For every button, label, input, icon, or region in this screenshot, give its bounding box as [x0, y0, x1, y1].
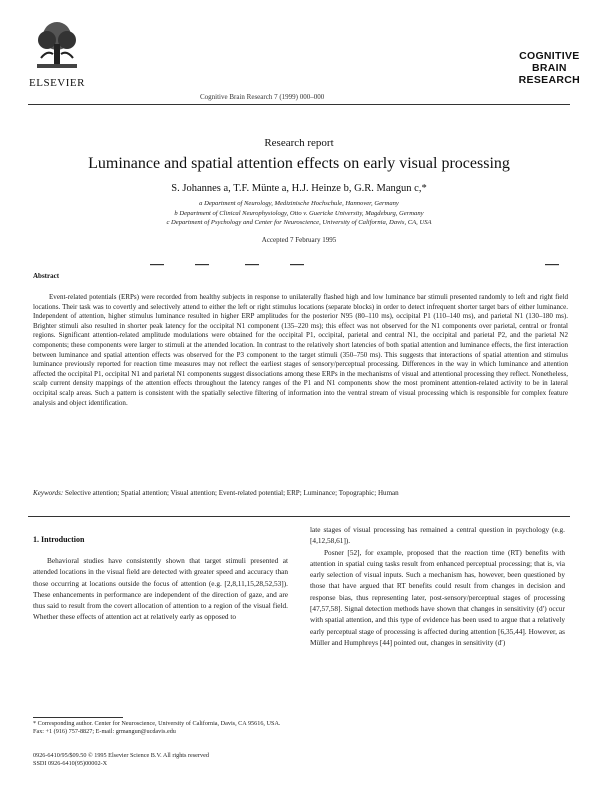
accepted-date: Accepted 7 February 1995 — [261, 236, 337, 244]
separator-dashes — [150, 263, 580, 267]
affiliation: c Department of Psychology and Center for Neuroscience, University of California, Davis, CA, USA — [166, 219, 432, 226]
publisher-name: ELSEVIER — [29, 77, 85, 89]
body-paragraph: Behavioral studies have consistently shown that target stimuli presented at attended locations in the visual field are detected with greater speed and accuracy than those occurring at locations outside the focus of attention (e.g. [2,8,11,15,28,52,53]). These enhancements in performance are independent of the direction of gaze, and are thus said to result from the covert allocation of attention to a region of the visual field. Whether these effects of attention act at relatively early as opposed to — [33, 556, 288, 622]
elsevier-tree-icon — [31, 18, 83, 70]
keywords-text: Selective attention; Spatial attention; Visual attention; Event-related potential; ERP; Luminance; Topographic; Human — [65, 489, 399, 497]
footnote-rule — [33, 717, 123, 718]
affiliation: b Department of Clinical Neurophysiology, Otto v. Guericke University, Magdeburg, Germany — [174, 209, 424, 217]
keywords — [33, 489, 568, 499]
journal-citation: Cognitive Brain Research 7 (1999) 000–000 — [200, 93, 325, 101]
brand-line: BRAIN — [531, 62, 567, 74]
abstract-rule — [28, 516, 570, 517]
journal-brand — [519, 50, 580, 86]
doi-line: SSDI 0926-6410(95)00002-X — [33, 760, 108, 768]
brand-line: COGNITIVE — [519, 50, 580, 62]
body-paragraph: Posner [52], for example, proposed that the reaction time (RT) benefits with attention in spatial cuing tasks result from enhanced perceptual processing; that is, via early selection of visual inputs. Such a mechanism has, however, been questioned by those that have argued that RT benefits could result from changes in decision and response bias, thus representing later, post-sensory/perceptual stages of processing [47,57,58]. Signal detection methods have shown that changes in sensitivity (d′) occur with spatial attention, and this type of evidence has been used to argue that a relatively early perceptual stage of processing is affected during attention [6,35,44]. However, as Müller and Humphreys [44] pointed out, changes in sensitivity (d′) — [310, 547, 565, 647]
right-column — [310, 524, 565, 648]
article-title: Luminance and spatial attention effects on early visual processing — [88, 155, 510, 172]
brand-line: RESEARCH — [518, 74, 580, 86]
header-rule — [28, 104, 570, 105]
corresponding-author-footnote: * Corresponding author. Center for Neuroscience, University of California, Davis, CA 95616, USA. Fax: +1 (916) 757-8827; E-mail: grmangun@ucdavis.edu — [33, 720, 281, 736]
copyright-line: 0926-6410/95/$09.50 © 1995 Elsevier Science B.V. All rights reserved — [33, 752, 209, 759]
affiliations — [50, 199, 548, 228]
author-list: S. Johannes a, T.F. Münte a, H.J. Heinze b, G.R. Mangun c,* — [171, 183, 427, 194]
section-heading: 1. Introduction — [33, 535, 85, 544]
body-paragraph: late stages of visual processing has remained a central question in psychology (e.g. [4,12,58,61]). — [310, 525, 565, 546]
abstract-text: Event-related potentials (ERPs) were recorded from healthy subjects in response to unilaterally flashed high and low luminance bar stimuli presented randomly to left and right field locations. Their task was to covertly and selectively attend to either the left or right stimulus locations (separate blocks) in order to detect infrequent shorter target bars of either luminance. Independent of attention, higher stimulus luminance resulted in higher ERP amplitudes for the posterior N95 (80–110 ms), occipital P1 (110–140 ms), and parietal N1 (130–180 ms). Brighter stimuli also resulted in shorter peak latency for the occipital N1 component (135–220 ms); this effect was not observed for the N1 components over parietal, central or frontal regions. Significant attention-related amplitude modulations were obtained for the occipital P1, occipital, parietal and central N1, the occipital and parietal P2, and the parietal N2 components; these components were larger to stimuli at the attended location. In contrast to the relatively short latencies of both spatial attention and luminance effects, the first interaction between luminance and spatial attention effects was observed for the P3 component to the target stimuli (350–750 ms). This suggests that interactions of spatial attention and stimulus luminance previously reported for reaction time measures may not reflect the earliest stages of sensory/perceptual processing. Differences in the way in which luminance and attention affected the occipital P1, occipital N1 and parietal N1 components suggest dissociations among these ERPs in the mechanisms of visual and attentional processing they reflect. Nonetheless, scalp current density mappings of the attention effects throughout the latency ranges of the P1 and N1 components show the most prominent attention-related activity to be in lateral occipital scalp areas. Such a pattern is consistent with the spatially selective filtering of information into the ventral stream of visual processing which is responsible for complex feature analysis and object identification. — [33, 293, 568, 407]
publisher-logo — [28, 18, 86, 89]
keywords-label: Keywords: — [33, 489, 64, 497]
affiliation: a Department of Neurology, Medizinische Hochschule, Hannover, Germany — [199, 200, 399, 207]
left-column — [33, 555, 288, 623]
abstract-heading: Abstract — [33, 272, 60, 280]
copyright-notice — [33, 752, 209, 768]
section-type: Research report — [264, 137, 334, 149]
